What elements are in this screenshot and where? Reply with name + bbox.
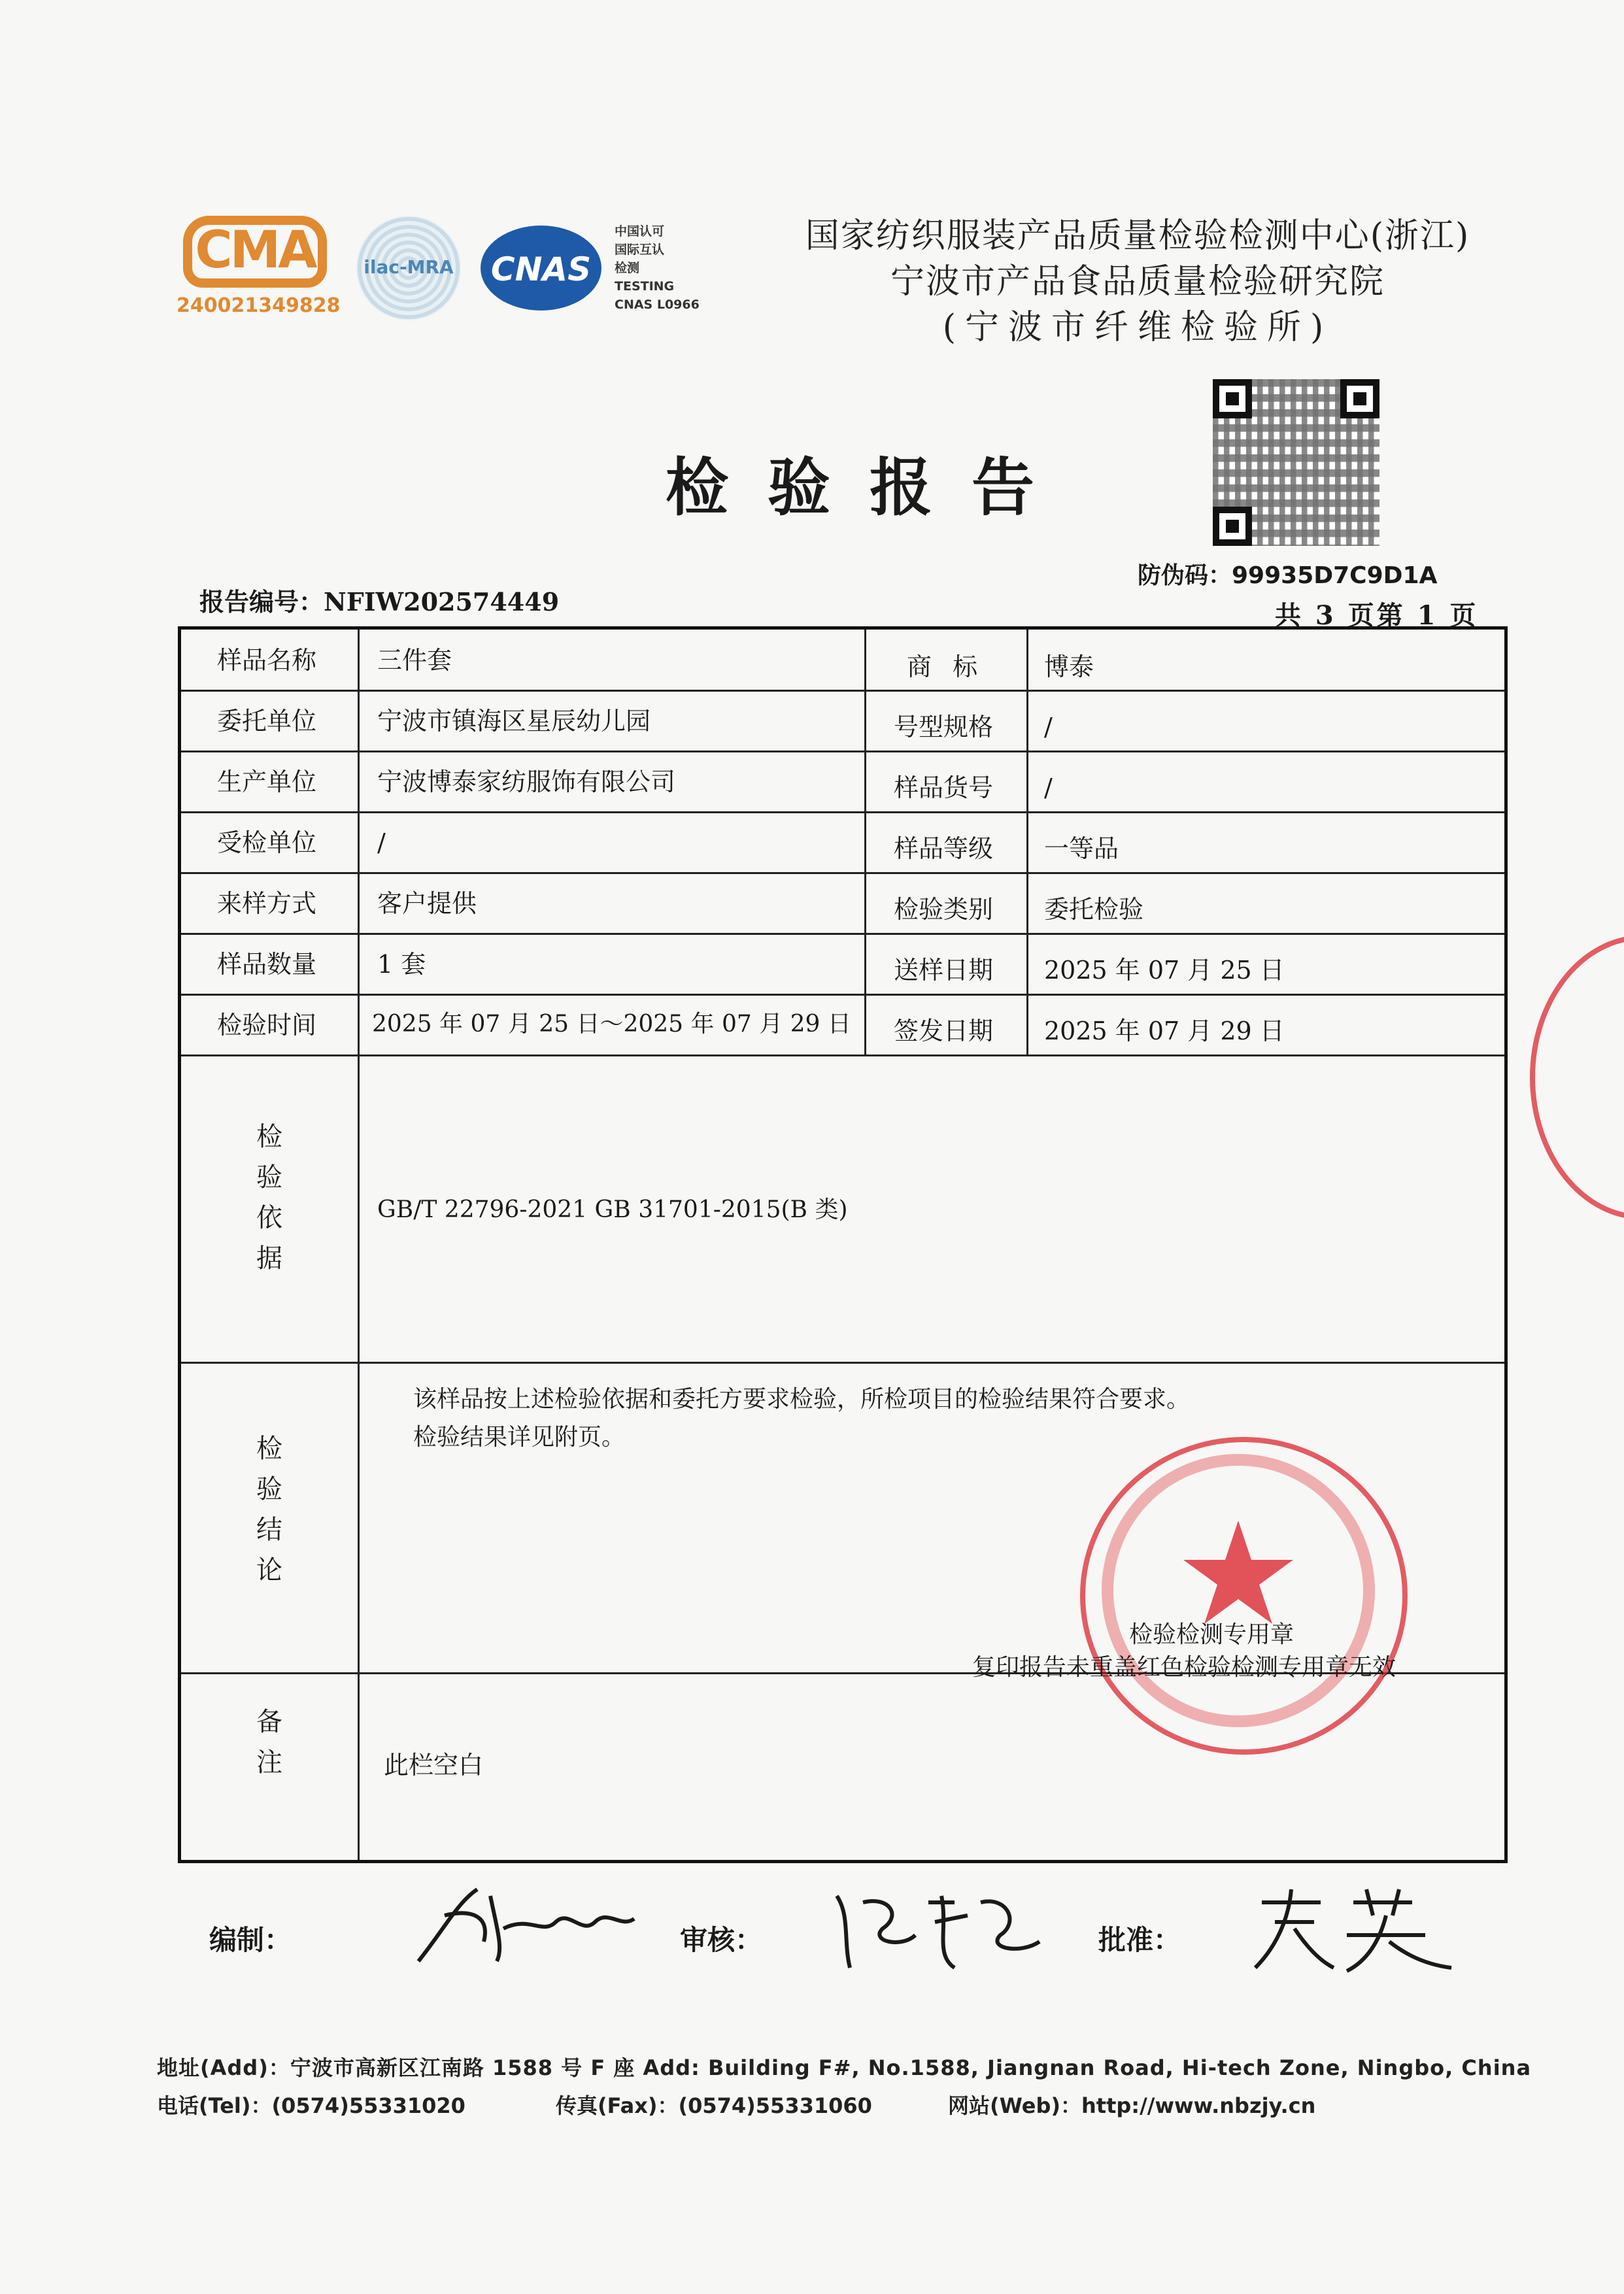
row-label: 生产单位: [217, 767, 317, 796]
report-title: 检验报告: [666, 450, 1074, 524]
cnas-note-line: 中国认可: [615, 224, 665, 239]
seal-note: 复印报告未重盖红色检验检测专用章无效: [972, 1654, 1396, 1681]
row-label: 样品数量: [217, 950, 317, 979]
approve-signature: [1242, 1876, 1464, 1974]
report-table: [178, 626, 1508, 1863]
row-label: 委托单位: [217, 707, 317, 735]
row-value: /: [377, 828, 386, 857]
footer-tel: 电话(Tel)：(0574)55331020: [157, 2093, 465, 2118]
row-value: 客户提供: [377, 889, 477, 918]
remark-label-char: 备: [256, 1707, 282, 1737]
row-label: 检验类别: [894, 895, 994, 924]
org-name-line1: 国家纺织服装产品质量检验检测中心(浙江): [805, 216, 1470, 256]
row-value: 宁波市镇海区星辰幼儿园: [377, 707, 651, 735]
qr-finder: [1213, 507, 1252, 546]
row-value: 2025 年 07 月 25 日: [1044, 956, 1285, 985]
remark-label: [237, 1702, 302, 1783]
row-value: 宁波博泰家纺服饰有限公司: [377, 767, 676, 796]
compile-signature: [405, 1870, 641, 1974]
row-label: 受检单位: [217, 828, 317, 857]
cnas-note-line: TESTING: [615, 279, 675, 294]
row-value: 博泰: [1044, 652, 1094, 681]
row-value: /: [1044, 713, 1053, 741]
row-value: 2025 年 07 月 29 日: [1044, 1017, 1285, 1045]
row-label: 来样方式: [217, 889, 317, 918]
basis-label: [237, 1117, 302, 1279]
row-value: 一等品: [1044, 834, 1119, 863]
conclusion-label-char: 检: [256, 1434, 282, 1464]
footer-address: 地址(Add)：宁波市高新区江南路 1588 号 F 座 Add: Building F#, No.1588, Jiangnan Road, Hi-tech Zone, Ningbo, China: [157, 2055, 1532, 2080]
row-label: 签发日期: [894, 1017, 994, 1045]
remark-label-char: 注: [256, 1747, 282, 1778]
review-label: 审核：: [680, 1924, 763, 1956]
row-value: 1 套: [377, 950, 426, 979]
row-label: 商 标: [907, 652, 985, 681]
page-count: 共 3 页第 1 页: [1275, 600, 1479, 631]
basis-label-char: 据: [256, 1243, 282, 1274]
cnas-note-line: 检测: [615, 261, 640, 275]
basis-label-char: 依: [256, 1203, 282, 1233]
row-value: 三件套: [377, 646, 452, 675]
cma-logo-text: CMA: [195, 221, 315, 280]
ilac-mra-logo: [356, 216, 461, 320]
row-label: 样品货号: [894, 773, 994, 802]
ilac-mra-text: ilac-MRA: [364, 256, 454, 278]
qr-finder: [1213, 379, 1252, 418]
row-label: 送样日期: [894, 956, 994, 985]
conclusion-text: 该样品按上述检验依据和委托方要求检验，所检项目的检验结果符合要求。: [413, 1386, 1191, 1413]
anti-fake-code: 防伪码：99935D7C9D1A: [1138, 562, 1438, 589]
report-number: 报告编号：NFIW202574449: [199, 587, 560, 616]
inspection-seal: [1080, 1437, 1408, 1755]
conclusion-label: [237, 1428, 302, 1591]
cma-logo: [177, 209, 341, 320]
review-signature: [824, 1876, 1059, 1974]
conclusion-label-char: 结: [256, 1515, 282, 1545]
row-value: 委托检验: [1044, 895, 1144, 924]
basis-value: GB/T 22796-2021 GB 31701-2015(B 类): [377, 1196, 848, 1223]
seal-label: 检验检测专用章: [1129, 1621, 1294, 1648]
cnas-note-line: CNAS L0966: [615, 297, 700, 312]
edge-seal: [1530, 935, 1624, 1220]
compile-label: 编制：: [209, 1924, 292, 1956]
qr-finder: [1340, 379, 1379, 418]
approve-label: 批准：: [1098, 1924, 1181, 1956]
seal-star-icon: [1085, 1442, 1392, 1739]
cnas-logo: [481, 226, 601, 311]
cnas-note-line: 国际互认: [615, 243, 665, 257]
qr-code: [1213, 379, 1379, 546]
basis-label-char: 验: [256, 1162, 282, 1192]
row-value: /: [1044, 773, 1053, 802]
row-label: 号型规格: [894, 713, 994, 741]
footer-web: 网站(Web)：http://www.nbzjy.cn: [948, 2093, 1316, 2118]
basis-label-char: 检: [256, 1122, 282, 1152]
row-label: 样品名称: [217, 646, 317, 675]
conclusion-text: 检验结果详见附页。: [413, 1424, 626, 1451]
cma-number: 240021349828: [177, 294, 341, 317]
conclusion-label-char: 验: [256, 1474, 282, 1504]
org-name-line2: 宁波市产品食品质量检验研究院: [890, 262, 1385, 301]
remark-value: 此栏空白: [384, 1751, 484, 1780]
cnas-note: [615, 222, 706, 314]
row-label: 样品等级: [894, 834, 994, 863]
conclusion-label-char: 论: [256, 1555, 282, 1585]
org-name-line3: (宁波市纤维检验所): [942, 308, 1333, 347]
footer-fax: 传真(Fax)：(0574)55331060: [556, 2093, 872, 2118]
row-value: 2025 年 07 月 25 日～2025 年 07 月 29 日: [372, 1011, 851, 1037]
cnas-logo-text: CNAS: [490, 250, 592, 288]
row-label: 检验时间: [217, 1011, 317, 1039]
